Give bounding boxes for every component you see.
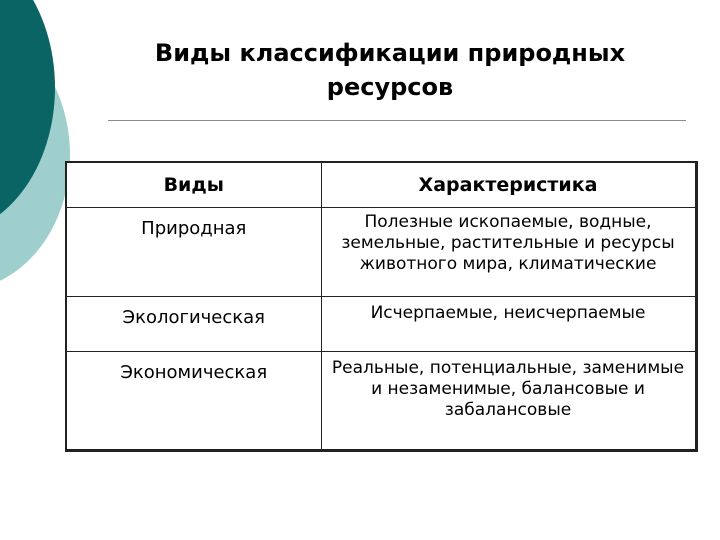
table-header-row [66, 162, 696, 208]
classification-table [65, 161, 698, 452]
slide-title-line-2: ресурсов [326, 73, 454, 101]
row-characteristic-line: и незаменимые, балансовые и [371, 379, 645, 399]
row-characteristic-line: земельные, растительные и ресурсы [341, 233, 675, 253]
row-characteristic-line: Полезные ископаемые, водные, [364, 212, 652, 232]
row-characteristic-line: забалансовые [444, 400, 572, 420]
row-characteristic-line: Реальные, потенциальные, заменимые [331, 358, 685, 378]
title-divider [108, 120, 686, 121]
row-characteristic [321, 352, 696, 451]
row-characteristic-line: животного мира, климатические [359, 254, 657, 274]
row-kind: Экологическая [66, 297, 321, 352]
row-characteristic-line: Исчерпаемые, неисчерпаемые [370, 303, 646, 323]
row-characteristic [321, 297, 696, 352]
header-characteristic: Характеристика [321, 162, 696, 208]
row-kind: Природная [66, 208, 321, 297]
table-row [66, 352, 696, 451]
slide-title-line-1: Виды классификации природных [154, 39, 626, 67]
table-row [66, 208, 696, 297]
table-row [66, 297, 696, 352]
slide-title [110, 36, 670, 104]
row-kind: Экономическая [66, 352, 321, 451]
row-characteristic [321, 208, 696, 297]
header-kinds: Виды [66, 162, 321, 208]
